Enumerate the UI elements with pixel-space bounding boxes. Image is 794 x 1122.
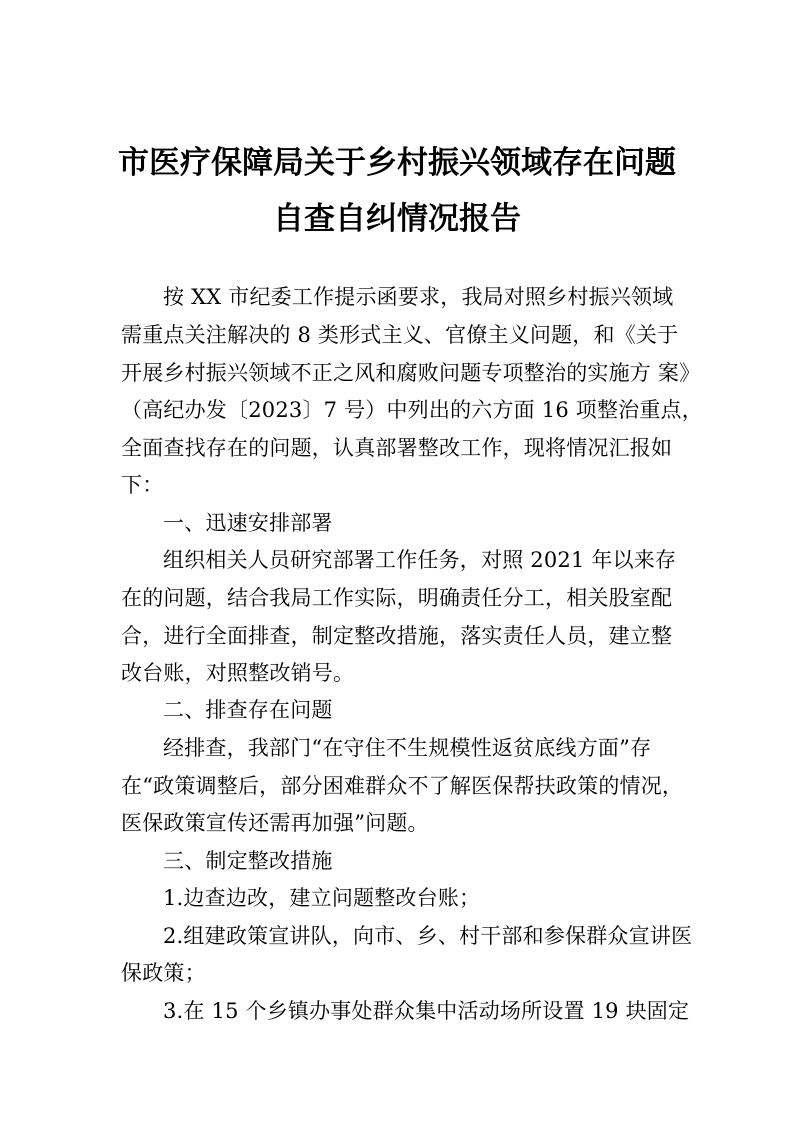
paragraph-line: 开展乡村振兴领域不正之风和腐败问题专项整治的实施方 案》 xyxy=(121,361,701,385)
paragraph-line: 合，进行全面排查，制定整改措施，落实责任人员，建立整 xyxy=(121,624,673,648)
document-title-line-1: 市医疗保障局关于乡村振兴领域存在问题 xyxy=(118,145,676,181)
paragraph-line: 需重点关注解决的 8 类形式主义、官僚主义问题，和《关于 xyxy=(121,323,679,347)
list-item: 2.组建政策宣讲队，向市、乡、村干部和参保群众宣讲医 xyxy=(163,924,693,948)
list-item: 1.边查边改，建立问题整改台账； xyxy=(163,886,481,910)
list-item-continuation: 保政策； xyxy=(121,961,206,985)
paragraph-line: 改台账，对照整改销号。 xyxy=(121,661,355,685)
paragraph-line: 下： xyxy=(121,473,164,497)
section-heading: 二、排查存在问题 xyxy=(163,698,333,722)
paragraph-line: 在“政策调整后，部分困难群众不了解医保帮扶政策的情况， xyxy=(121,774,684,798)
paragraph-line: 组织相关人员研究部署工作任务，对照 2021 年以来存 xyxy=(163,548,677,572)
document-title-line-2: 自查自纠情况报告 xyxy=(273,201,521,237)
paragraph-line: 经排查，我部门“在守住不生规模性返贫底线方面”存 xyxy=(163,736,652,760)
list-item: 3.在 15 个乡镇办事处群众集中活动场所设置 19 块固定 xyxy=(163,999,690,1023)
paragraph-line: （高纪办发〔2023〕7 号）中列出的六方面 16 项整治重点， xyxy=(121,398,703,422)
section-heading: 一、迅速安排部署 xyxy=(163,511,333,535)
paragraph-line: 医保政策宣传还需再加强”问题。 xyxy=(121,811,429,835)
paragraph-line: 全面查找存在的问题，认真部署整改工作，现将情况汇报如 xyxy=(121,436,673,460)
paragraph-line: 按 XX 市纪委工作提示函要求，我局对照乡村振兴领域 xyxy=(163,285,674,309)
section-heading: 三、制定整改措施 xyxy=(163,849,333,873)
paragraph-line: 在的问题，结合我局工作实际，明确责任分工，相关股室配 xyxy=(121,586,673,610)
